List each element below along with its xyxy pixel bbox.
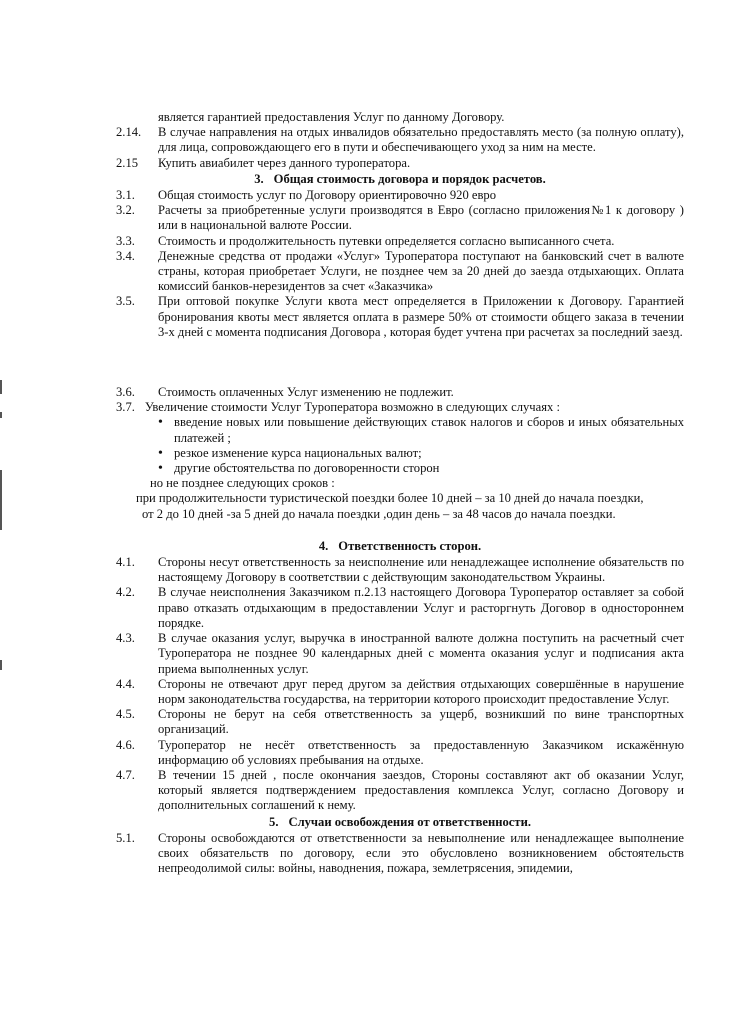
clause-number: 3.7. bbox=[116, 400, 135, 415]
clause-number: 4.7. bbox=[116, 767, 135, 782]
clause-3-3 bbox=[116, 234, 684, 249]
clause-number: 2.14. bbox=[116, 125, 142, 140]
clause-number: 4.2. bbox=[116, 585, 135, 600]
terms-line: но не позднее следующих сроков : bbox=[150, 476, 335, 491]
clause-text: Общая стоимость услуг по Договору ориентировочно 920 евро bbox=[158, 188, 497, 203]
clause-number: 3.1. bbox=[116, 188, 135, 203]
clause-number: 4.1. bbox=[116, 555, 135, 570]
clause-4-4 bbox=[116, 677, 684, 707]
clause-4-1 bbox=[116, 555, 684, 585]
bullet-list bbox=[116, 415, 684, 476]
section-title: Случаи освобождения от ответственности. bbox=[288, 814, 531, 829]
blank-space bbox=[116, 340, 684, 385]
section-3-heading bbox=[116, 172, 684, 187]
list-item-text: резкое изменение курса национальных валют; bbox=[174, 445, 422, 460]
clause-3-4 bbox=[116, 249, 684, 295]
clause-number: 3.6. bbox=[116, 385, 135, 400]
clause-text: Стоимость оплаченных Услуг изменению не подлежит. bbox=[158, 385, 454, 400]
clause-text: Расчеты за приобретенные услуги производятся в Евро (согласно приложения№1 к договору ) или в национальной валюте России. bbox=[158, 203, 684, 233]
clause-2-14 bbox=[116, 125, 684, 155]
clause-text: В случае оказания услуг, выручка в иностранной валюте должна поступить на расчетный счет Туроператора не позднее 90 календарных дней с момента оказания услуг и подписания акта приема выполненных услуг. bbox=[158, 631, 684, 676]
section-4-heading bbox=[116, 539, 684, 554]
clause-text: Купить авиабилет через данного туроператора. bbox=[158, 155, 411, 170]
clause-number: 3.5. bbox=[116, 294, 135, 309]
clause-number: 5.1. bbox=[116, 830, 135, 845]
clause-text: Стороны не берут на себя ответственность за ущерб, возникший по вине транспортных организаций. bbox=[158, 707, 684, 737]
clause-5-1 bbox=[116, 831, 684, 877]
section-5-heading bbox=[116, 815, 684, 830]
clause-number: 4.4. bbox=[116, 676, 135, 691]
clause-3-5 bbox=[116, 294, 684, 340]
list-item bbox=[158, 446, 684, 461]
bullet-icon: • bbox=[158, 445, 163, 461]
terms-line: от 2 до 10 дней -за 5 дней до начала поездки ,один день – за 48 часов до начала поездки. bbox=[142, 506, 616, 521]
clause-4-7 bbox=[116, 768, 684, 814]
clause-text: Стороны не отвечают друг перед другом за действия отдыхающих совершённые в нарушение норм законодательства государства, на территории которого происходит предоставление Услуг. bbox=[158, 676, 684, 706]
section-number: 3. bbox=[254, 171, 264, 186]
clause-text: При оптовой покупке Услуги квота мест определяется в Приложении к Договору. Гарантией бронирования квоты мест является оплата в размере 50% от стоимости общего заказа в течении 3-х дней с момента подписания Договора , которая будет учтена при расчетах за последний заезд. bbox=[158, 294, 684, 339]
clause-number: 4.6. bbox=[116, 737, 135, 752]
clause-3-2 bbox=[116, 203, 684, 233]
clause-number: 3.3. bbox=[116, 233, 135, 248]
clause-text: Увеличение стоимости Услуг Туроператора возможно в следующих случаях : bbox=[144, 400, 560, 415]
clause-4-3 bbox=[116, 631, 684, 677]
clause-text: Стороны несут ответственность за неисполнение или ненадлежащее исполнение обязательств по настоящему Договору в соответствии с действующим законодательством Украины. bbox=[158, 555, 684, 585]
clause-4-2 bbox=[116, 585, 684, 631]
document-body bbox=[116, 110, 684, 876]
section-number: 5. bbox=[269, 814, 279, 829]
bullet-icon: • bbox=[158, 461, 163, 477]
list-item-text: введение новых или повышение действующих ставок налогов и сборов и иных обязательных платежей ; bbox=[174, 415, 684, 445]
continuation-line: является гарантией предоставления Услуг по данному Договору. bbox=[158, 110, 505, 124]
bullet-icon: • bbox=[158, 415, 163, 431]
list-item bbox=[158, 415, 684, 445]
clause-number: 4.3. bbox=[116, 631, 135, 646]
clause-text: Денежные средства от продажи «Услуг» Туроператора поступают на банковский счет в валюте страны, которая приобретает Услуги, не позднее чем за 20 дней до заезда отдыхающих. Оплата комиссий банков-нерезидентов за счет «Заказчика» bbox=[158, 248, 684, 294]
clause-number: 3.4. bbox=[116, 248, 135, 263]
clause-2-15 bbox=[116, 156, 684, 171]
section-title: Ответственность сторон. bbox=[338, 538, 482, 553]
clause-4-6 bbox=[116, 738, 684, 768]
clause-4-5 bbox=[116, 707, 684, 737]
clause-3-6 bbox=[116, 385, 684, 400]
clause-3-7 bbox=[116, 400, 684, 415]
list-item-text: другие обстоятельства по договоренности сторон bbox=[174, 461, 440, 476]
clause-text: В течении 15 дней , после окончания заездов, Стороны составляют акт об оказании Услуг, который является подтверждением предоставления комплекса Услуг, согласно Договору и дополнительных соглашений к нему. bbox=[158, 767, 684, 813]
clause-number: 2.15 bbox=[116, 155, 139, 170]
clause-3-1 bbox=[116, 188, 684, 203]
section-title: Общая стоимость договора и порядок расчетов. bbox=[273, 171, 546, 186]
blank-space bbox=[116, 522, 684, 538]
list-item bbox=[158, 461, 684, 476]
clause-number: 4.5. bbox=[116, 707, 135, 722]
clause-text: Стоимость и продолжительность путевки определяется согласно выписанного счета. bbox=[158, 233, 615, 248]
clause-text: В случае неисполнения Заказчиком п.2.13 настоящего Договора Туроператор оставляет за собой право отказать отдыхающим в предоставлении Услуг и расторгнуть Договор в одностороннем порядке. bbox=[158, 585, 684, 630]
clause-number: 3.2. bbox=[116, 203, 135, 218]
clause-text: В случае направления на отдых инвалидов обязательно предоставлять место (за полную оплату), для лица, сопровождающего его в пути и обеспечивающего уход за ним на месте. bbox=[158, 125, 684, 155]
clause-text: Туроператор не несёт ответственность за предоставленную Заказчиком искажённую информацию об условиях пребывания на отдыхе. bbox=[158, 737, 684, 767]
section-number: 4. bbox=[318, 538, 329, 553]
clause-text: Стороны освобождаются от ответственности за невыполнение или ненадлежащее выполнение своих обязательств по договору, если это обусловлено возникновением обстоятельств непреодолимой силы: войны, наводнения, пожара, землетрясения, эпидемии, bbox=[158, 830, 684, 876]
terms-line: при продолжительности туристической поездки более 10 дней – за 10 дней до начала поездки, bbox=[136, 491, 644, 506]
